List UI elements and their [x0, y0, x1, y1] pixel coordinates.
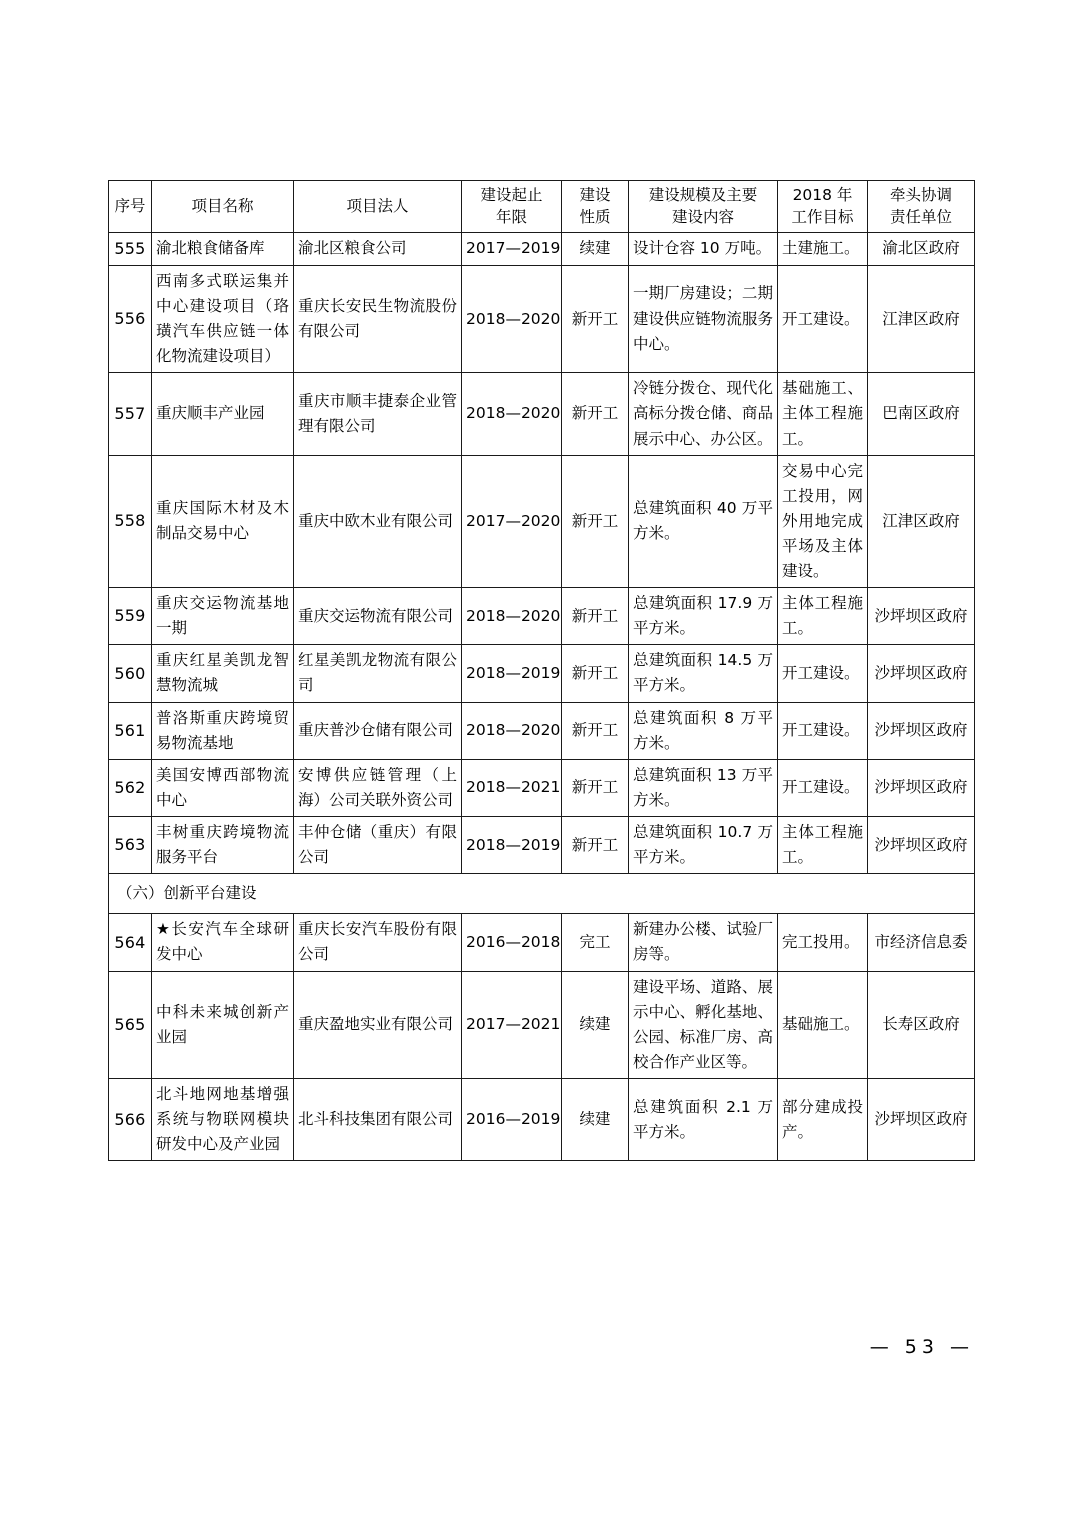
cell-legal-entity: 北斗科技集团有限公司 — [294, 1079, 462, 1161]
cell-project-name: 丰树重庆跨境物流服务平台 — [152, 817, 294, 874]
table-row — [109, 1079, 975, 1161]
header-work-goal — [778, 181, 868, 233]
cell-work-goal: 开工建设。 — [778, 645, 868, 702]
header-work-goal-line1: 2018 年 — [792, 186, 853, 204]
cell-construction-period: 2017—2019 — [462, 232, 562, 265]
table-row — [109, 971, 975, 1078]
cell-construction-nature: 完工 — [562, 914, 629, 971]
cell-responsible-unit: 渝北区政府 — [868, 232, 975, 265]
cell-project-name: 美国安博西部物流中心 — [152, 759, 294, 816]
cell-construction-nature: 新开工 — [562, 265, 629, 372]
cell-work-goal: 交易中心完工投用，网外用地完成平场及主体建设。 — [778, 455, 868, 588]
cell-responsible-unit: 江津区政府 — [868, 265, 975, 372]
cell-construction-scale: 冷链分拨仓、现代化高标分拨仓储、商品展示中心、办公区。 — [629, 373, 778, 455]
cell-construction-nature: 新开工 — [562, 759, 629, 816]
cell-project-name: 中科未来城创新产业园 — [152, 971, 294, 1078]
table-header-row — [109, 181, 975, 233]
table-row — [109, 232, 975, 265]
cell-construction-period: 2016—2018 — [462, 914, 562, 971]
cell-legal-entity: 重庆中欧木业有限公司 — [294, 455, 462, 588]
table-row — [109, 817, 975, 874]
cell-serial-number: 560 — [109, 645, 152, 702]
cell-legal-entity: 重庆盈地实业有限公司 — [294, 971, 462, 1078]
cell-serial-number: 556 — [109, 265, 152, 372]
cell-serial-number: 559 — [109, 588, 152, 645]
cell-responsible-unit: 沙坪坝区政府 — [868, 588, 975, 645]
cell-construction-nature: 新开工 — [562, 588, 629, 645]
table-section-heading-row — [109, 874, 975, 914]
cell-construction-nature: 新开工 — [562, 702, 629, 759]
header-responsible-unit-line1: 牵头协调 — [889, 186, 952, 204]
table-row — [109, 914, 975, 971]
cell-construction-nature: 新开工 — [562, 645, 629, 702]
page-number: — 53 — — [869, 1336, 974, 1358]
cell-legal-entity: 重庆长安汽车股份有限公司 — [294, 914, 462, 971]
header-construction-nature-line1: 建设 — [579, 186, 611, 204]
cell-project-name: 重庆顺丰产业园 — [152, 373, 294, 455]
cell-construction-nature: 新开工 — [562, 455, 629, 588]
cell-construction-period: 2018—2020 — [462, 265, 562, 372]
cell-construction-period: 2018—2019 — [462, 645, 562, 702]
cell-project-name: 重庆国际木材及木制品交易中心 — [152, 455, 294, 588]
cell-construction-scale: 总建筑面积 10.7 万平方米。 — [629, 817, 778, 874]
cell-work-goal: 开工建设。 — [778, 702, 868, 759]
header-project-name: 项目名称 — [152, 181, 294, 233]
header-responsible-unit — [868, 181, 975, 233]
cell-responsible-unit: 沙坪坝区政府 — [868, 645, 975, 702]
cell-serial-number: 565 — [109, 971, 152, 1078]
cell-construction-scale: 总建筑面积 14.5 万平方米。 — [629, 645, 778, 702]
cell-construction-nature: 新开工 — [562, 373, 629, 455]
cell-construction-scale: 新建办公楼、试验厂房等。 — [629, 914, 778, 971]
cell-construction-scale: 总建筑面积 40 万平方米。 — [629, 455, 778, 588]
cell-responsible-unit: 沙坪坝区政府 — [868, 817, 975, 874]
header-construction-nature — [562, 181, 629, 233]
cell-construction-scale: 总建筑面积 13 万平方米。 — [629, 759, 778, 816]
header-construction-scale-line1: 建设规模及主要 — [648, 186, 758, 204]
table-row — [109, 588, 975, 645]
cell-construction-scale: 总建筑面积 2.1 万平方米。 — [629, 1079, 778, 1161]
cell-construction-period: 2017—2020 — [462, 455, 562, 588]
cell-work-goal: 开工建设。 — [778, 265, 868, 372]
cell-construction-period: 2016—2019 — [462, 1079, 562, 1161]
cell-responsible-unit: 巴南区政府 — [868, 373, 975, 455]
cell-work-goal: 开工建设。 — [778, 759, 868, 816]
cell-construction-scale: 设计仓容 10 万吨。 — [629, 232, 778, 265]
cell-serial-number: 558 — [109, 455, 152, 588]
cell-responsible-unit: 沙坪坝区政府 — [868, 759, 975, 816]
cell-construction-period: 2018—2020 — [462, 588, 562, 645]
cell-legal-entity: 安博供应链管理（上海）公司关联外资公司 — [294, 759, 462, 816]
cell-serial-number: 561 — [109, 702, 152, 759]
header-responsible-unit-line2: 责任单位 — [889, 208, 952, 227]
table-row — [109, 265, 975, 372]
table-row — [109, 455, 975, 588]
cell-project-name: ★长安汽车全球研发中心 — [152, 914, 294, 971]
cell-construction-nature: 续建 — [562, 971, 629, 1078]
cell-construction-period: 2018—2021 — [462, 759, 562, 816]
header-construction-nature-line2: 性质 — [579, 208, 611, 227]
cell-legal-entity: 重庆长安民生物流股份有限公司 — [294, 265, 462, 372]
header-construction-scale — [629, 181, 778, 233]
cell-construction-scale: 总建筑面积 8 万平方米。 — [629, 702, 778, 759]
header-legal-entity: 项目法人 — [294, 181, 462, 233]
cell-responsible-unit: 市经济信息委 — [868, 914, 975, 971]
cell-construction-period: 2018—2020 — [462, 373, 562, 455]
header-construction-scale-line2: 建设内容 — [671, 208, 734, 227]
cell-construction-period: 2018—2020 — [462, 702, 562, 759]
cell-serial-number: 562 — [109, 759, 152, 816]
cell-responsible-unit: 沙坪坝区政府 — [868, 1079, 975, 1161]
cell-construction-nature: 新开工 — [562, 817, 629, 874]
cell-project-name: 重庆红星美凯龙智慧物流城 — [152, 645, 294, 702]
cell-project-name: 普洛斯重庆跨境贸易物流基地 — [152, 702, 294, 759]
cell-responsible-unit: 长寿区政府 — [868, 971, 975, 1078]
cell-construction-period: 2018—2019 — [462, 817, 562, 874]
cell-project-name: 重庆交运物流基地一期 — [152, 588, 294, 645]
cell-responsible-unit: 江津区政府 — [868, 455, 975, 588]
cell-work-goal: 部分建成投产。 — [778, 1079, 868, 1161]
cell-legal-entity: 红星美凯龙物流有限公司 — [294, 645, 462, 702]
cell-responsible-unit: 沙坪坝区政府 — [868, 702, 975, 759]
cell-work-goal: 主体工程施工。 — [778, 588, 868, 645]
cell-project-name: 西南多式联运集并中心建设项目（珞璜汽车供应链一体化物流建设项目） — [152, 265, 294, 372]
table-row — [109, 645, 975, 702]
cell-construction-scale: 建设平场、道路、展示中心、孵化基地、公园、标准厂房、高校合作产业区等。 — [629, 971, 778, 1078]
header-construction-period — [462, 181, 562, 233]
cell-work-goal: 主体工程施工。 — [778, 817, 868, 874]
cell-construction-scale: 一期厂房建设；二期建设供应链物流服务中心。 — [629, 265, 778, 372]
cell-work-goal: 基础施工。 — [778, 971, 868, 1078]
table-row — [109, 759, 975, 816]
cell-legal-entity: 渝北区粮食公司 — [294, 232, 462, 265]
header-work-goal-line2: 工作目标 — [791, 208, 854, 227]
cell-construction-period: 2017—2021 — [462, 971, 562, 1078]
cell-serial-number: 557 — [109, 373, 152, 455]
cell-construction-nature: 续建 — [562, 1079, 629, 1161]
cell-serial-number: 564 — [109, 914, 152, 971]
cell-construction-nature: 续建 — [562, 232, 629, 265]
cell-construction-scale: 总建筑面积 17.9 万平方米。 — [629, 588, 778, 645]
cell-project-name: 北斗地网地基增强系统与物联网模块研发中心及产业园 — [152, 1079, 294, 1161]
section-heading-label: （六）创新平台建设 — [109, 874, 975, 914]
header-serial-number: 序号 — [109, 181, 152, 233]
project-table-container — [108, 180, 974, 1161]
table-row — [109, 702, 975, 759]
cell-serial-number: 566 — [109, 1079, 152, 1161]
cell-work-goal: 土建施工。 — [778, 232, 868, 265]
cell-legal-entity: 重庆普沙仓储有限公司 — [294, 702, 462, 759]
table-row — [109, 373, 975, 455]
project-table — [108, 180, 975, 1161]
header-construction-period-line1: 建设起止 — [480, 186, 543, 204]
cell-legal-entity: 丰仲仓储（重庆）有限公司 — [294, 817, 462, 874]
cell-serial-number: 563 — [109, 817, 152, 874]
cell-legal-entity: 重庆市顺丰捷泰企业管理有限公司 — [294, 373, 462, 455]
cell-project-name: 渝北粮食储备库 — [152, 232, 294, 265]
cell-legal-entity: 重庆交运物流有限公司 — [294, 588, 462, 645]
cell-work-goal: 完工投用。 — [778, 914, 868, 971]
cell-serial-number: 555 — [109, 232, 152, 265]
header-construction-period-line2: 年限 — [495, 208, 527, 227]
cell-work-goal: 基础施工、主体工程施工。 — [778, 373, 868, 455]
